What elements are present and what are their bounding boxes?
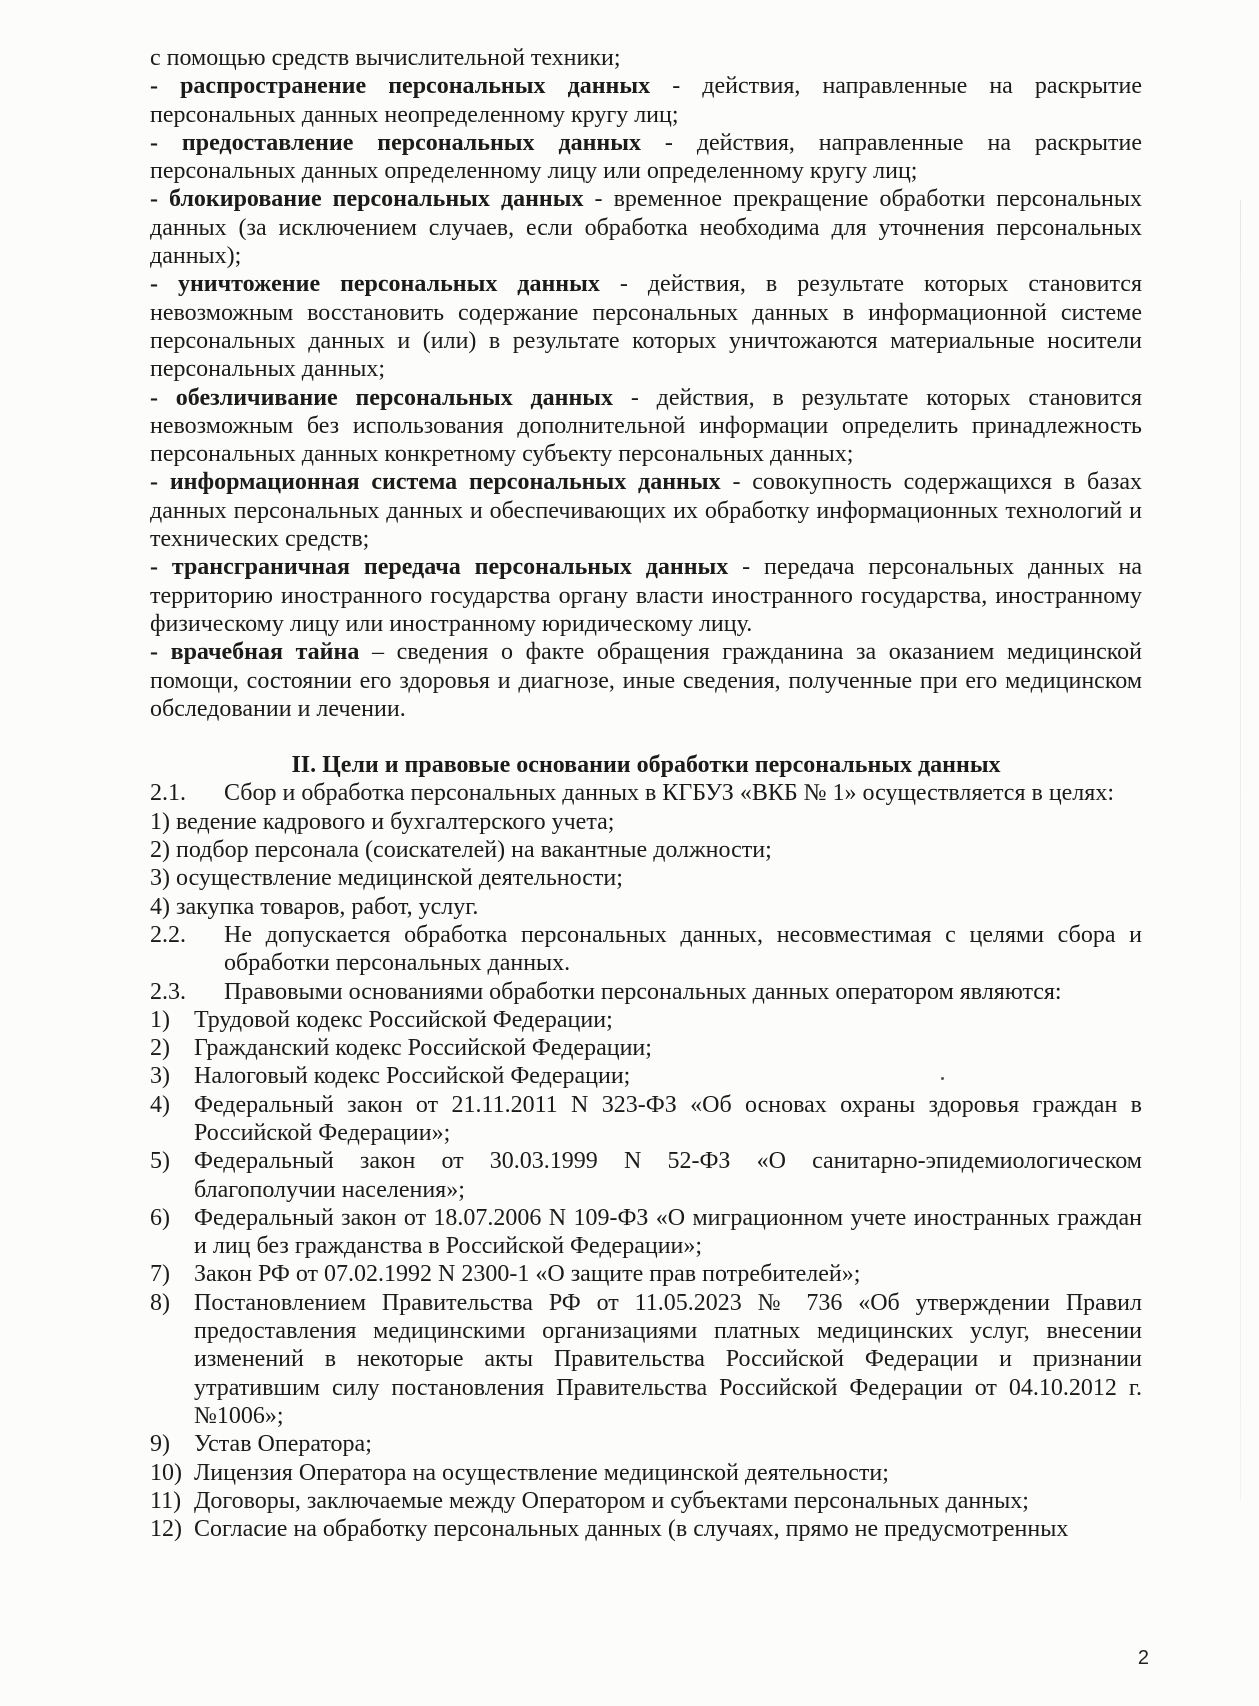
definition-text: - временное прекращение обработки персональных данных (за исключением случаев, если обработка необходима для уточнения персональных данных); [150, 186, 1142, 270]
purpose-item: 3) осуществление медицинской деятельности; [150, 865, 623, 892]
definition-text: – сведения о факте обращения гражданина за оказанием медицинской помощи, состоянии его здоровья и диагнозе, иные сведения, полученные при его медицинском обследовании и лечении. [150, 639, 1143, 722]
item-text: Трудовой кодекс Российской Федерации; [194, 1006, 613, 1033]
section-heading: II. Цели и правовые основании обработки персональных данных [291, 752, 1001, 779]
item-text: Федеральный закон от 21.11.2011 N 323-ФЗ «Об основах охраны здоровья граждан в Российской Федерации»; [194, 1091, 1142, 1146]
legal-basis-item [150, 1034, 1142, 1062]
definition-term: - предоставление персональных данных [150, 129, 641, 156]
clause-text: Сбор и обработка персональных данных в КГБУЗ «ВКБ № 1» осуществляется в целях: [224, 780, 1114, 807]
definition-text: - передача персональных данных на территорию иностранного государства органу власти иностранного государства, иностранному физическому лицу или иностранному юридическому лицу. [150, 554, 1142, 637]
clause-text: Не допускается обработка персональных данных, несовместимая с целями сбора и обработки персональных данных. [224, 921, 1142, 977]
definitions-list [150, 44, 1142, 723]
item-text: Постановлением Правительства РФ от 11.05.2023 № 736 «Об утверждении Правил предоставления медицинскими организациями платных медицинских услуг, внесении изменений в некоторые акты Правительства Российской Федерации и признании утратившим силу постановления Правительства Российской Федерации от 04.10.2012 г. №1006»; [194, 1289, 1142, 1429]
legal-basis-item [150, 1289, 1142, 1430]
clause-2-2 [150, 921, 1142, 978]
definition-item: с помощью средств вычислительной техники; [150, 45, 621, 71]
definition-text: - действия, в результате которых становится невозможным восстановить содержание персональных данных в информационной системе персональных данных и (или) в результате которых уничтожаются материальные носители персональных данных; [150, 271, 1143, 383]
item-number: 7) [150, 1261, 170, 1288]
legal-bases-list [150, 1006, 1142, 1544]
item-text: Федеральный закон от 18.07.2006 N 109-ФЗ «О миграционном учете иностранных граждан и лиц без гражданства в Российской Федерации»; [194, 1204, 1142, 1260]
item-text: Устав Оператора; [194, 1431, 372, 1458]
purposes-list [150, 808, 1142, 921]
item-text: Согласие на обработку персональных данных (в случаях, прямо не предусмотренных [194, 1516, 1069, 1543]
legal-basis-item [150, 1091, 1142, 1148]
legal-basis-item [150, 1260, 1142, 1288]
item-text: Гражданский кодекс Российской Федерации; [194, 1035, 652, 1062]
definition-item [150, 129, 1142, 186]
definition-text: - совокупность содержащихся в базах данных персональных данных и обеспечивающих их обработку информационных технологий и технических средств; [150, 469, 1142, 553]
item-number: 9) [150, 1431, 170, 1458]
page-number: 2 [1137, 1647, 1149, 1669]
item-text: Налоговый кодекс Российской Федерации; [194, 1063, 631, 1090]
definition-item [150, 468, 1142, 553]
legal-basis-item [150, 1204, 1142, 1261]
legal-basis-item [150, 1006, 1142, 1034]
definition-term: - врачебная тайна [150, 639, 360, 666]
definition-item [150, 72, 1142, 129]
item-number: 12) [150, 1516, 182, 1543]
definition-item [150, 270, 1142, 383]
clause-text: Правовыми основаниями обработки персональных данных оператором являются: [224, 978, 1062, 1005]
purpose-item: 2) подбор персонала (соискателей) на вакантные должности; [150, 837, 772, 864]
definition-text: - действия, направленные на раскрытие персональных данных неопределенному кругу лиц; [150, 73, 1142, 128]
clause-2-3 [150, 978, 1142, 1006]
definition-item [150, 185, 1142, 270]
definition-item [150, 384, 1142, 469]
definition-term: - информационная система персональных данных [150, 469, 721, 496]
item-number: 4) [150, 1091, 170, 1118]
definition-item [150, 553, 1142, 638]
legal-basis-item [150, 1430, 1142, 1458]
item-text: Лицензия Оператора на осуществление медицинской деятельности; [194, 1459, 889, 1486]
item-text: Закон РФ от 07.02.1992 N 2300-1 «О защите прав потребителей»; [194, 1261, 861, 1288]
legal-basis-item [150, 1062, 1142, 1090]
definition-term: - распространение персональных данных [150, 73, 651, 100]
item-number: 8) [150, 1289, 170, 1316]
item-text: Договоры, заключаемые между Оператором и субъектами персональных данных; [194, 1487, 1029, 1514]
clause-number: 2.1. [150, 780, 186, 807]
definition-text: - действия, в результате которых становится невозможным без использования дополнительной информации определить принадлежность персональных данных конкретному субъекту персональных данных; [150, 384, 1142, 468]
definition-text: - действия, направленные на раскрытие персональных данных определенному лицу или определенному кругу лиц; [150, 129, 1142, 185]
purpose-item: 4) закупка товаров, работ, услуг. [150, 893, 479, 920]
item-number: 6) [150, 1204, 170, 1231]
document-body [150, 44, 1142, 1543]
item-number: 5) [150, 1148, 170, 1175]
clause-number: 2.3. [150, 978, 186, 1005]
legal-basis-item [150, 1515, 1142, 1543]
item-number: 3) [150, 1063, 170, 1090]
definition-item [150, 638, 1142, 723]
legal-basis-item [150, 1487, 1142, 1515]
item-number: 2) [150, 1035, 170, 1062]
legal-basis-item [150, 1147, 1142, 1204]
clause-number: 2.2. [150, 921, 186, 948]
item-number: 11) [150, 1487, 182, 1514]
item-number: 1) [150, 1006, 170, 1033]
item-text: Федеральный закон от 30.03.1999 N 52-ФЗ «О санитарно-эпидемиологическом благополучии населения»; [194, 1148, 1142, 1203]
purpose-item: 1) ведение кадрового и бухгалтерского учета; [150, 808, 615, 835]
scan-edge-shadow [1240, 200, 1241, 1500]
definition-term: - обезличивание персональных данных [150, 384, 614, 411]
definition-term: - блокирование персональных данных [150, 186, 584, 213]
clause-2-1 [150, 779, 1142, 807]
legal-basis-item [150, 1459, 1142, 1487]
definition-term: - трансграничная передача персональных данных [150, 554, 729, 581]
item-number: 10) [150, 1459, 182, 1486]
definition-term: - уничтожение персональных данных [150, 271, 600, 298]
